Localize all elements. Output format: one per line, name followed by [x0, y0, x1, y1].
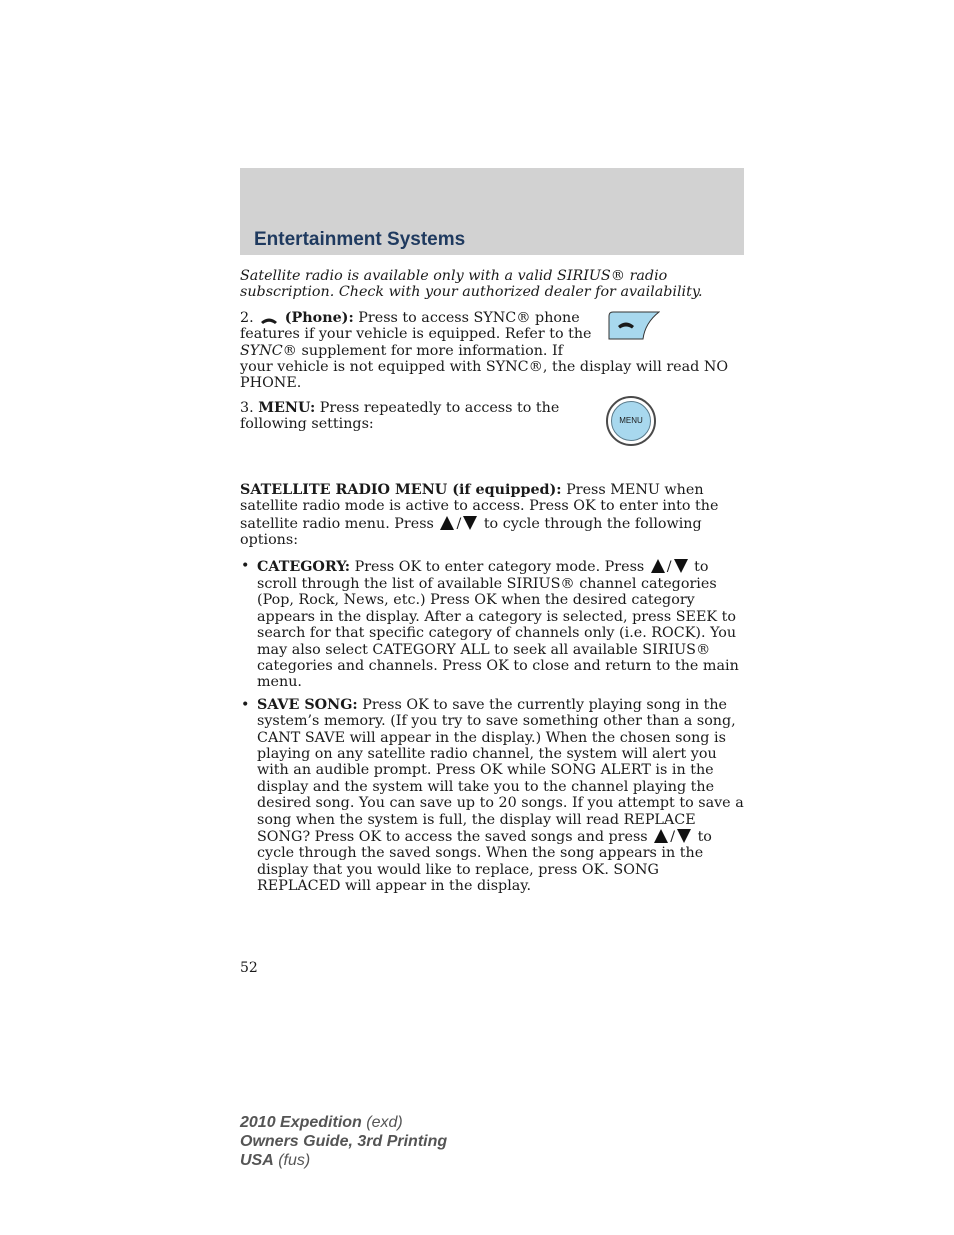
list-item-category: • CATEGORY: Press OK to enter category mode. Press / to scroll through the list of available SIRIUS® channel categories (Pop, Rock, News, etc.) Press OK when the desired category appears in the display. After a category is selected, press SEEK to search for that specific category of channels only (i.e. ROCK). You may also select CATEGORY ALL to seek all available SIRIUS® categories and channels. Press OK to close and return to the main menu. — [241, 558, 739, 691]
footer-line-guide: Owners Guide, 3rd Printing — [240, 1133, 448, 1150]
list-item-save-song: • SAVE SONG: Press OK to save the currently playing song in the system’s memory. (If you try to save something other than a song, CANT SAVE will appear in the display.) When the chosen song is playing on any satellite radio channel, the system will alert you with an audible prompt. Press OK while SONG ALERT is in the display and the system will take you to the channel playing the desired song. You can save up to 20 songs. If you attempt to save a song when the system is full, the display will read REPLACE SONG? Press OK to access the saved songs and press / to cycle through the saved songs. When the song appears in the display that you would like to replace, press OK. SONG REPLACED will appear in the display. — [241, 696, 744, 895]
phone-button-icon — [608, 311, 660, 340]
bullet-icon: • — [241, 696, 250, 713]
menu-button-icon — [606, 396, 656, 446]
menu-item-text: 3. MENU: Press repeatedly to access to the following settings: — [240, 399, 560, 433]
footer-line-model: 2010 Expedition (exd) — [240, 1114, 403, 1131]
bullet-icon: • — [241, 558, 250, 575]
satellite-menu-paragraph: SATELLITE RADIO MENU (if equipped): Press MENU when satellite radio mode is active to access. Press OK to enter into the satellite radio menu. Press / to cycle through the following options: — [240, 481, 719, 549]
phone-button-graphic — [608, 311, 660, 344]
section-header-band — [240, 168, 744, 255]
menu-button-graphic — [606, 396, 656, 446]
menu-item — [240, 400, 744, 478]
phone-item-label: (Phone): — [284, 309, 354, 326]
satellite-menu-heading: SATELLITE RADIO MENU (if equipped): — [240, 481, 562, 498]
down-arrow-icon — [673, 558, 689, 574]
phone-handset-icon — [259, 315, 279, 325]
phone-item — [240, 310, 744, 392]
document-footer — [240, 1113, 447, 1170]
satellite-options-list — [240, 558, 744, 894]
section-title: Entertainment Systems — [254, 229, 466, 250]
up-arrow-icon — [650, 558, 666, 574]
up-arrow-icon — [439, 515, 455, 531]
down-arrow-icon — [676, 828, 692, 844]
page-content — [240, 268, 744, 901]
down-arrow-icon — [462, 515, 478, 531]
phone-item-number: 2. — [240, 309, 254, 326]
footer-line-region: USA (fus) — [240, 1152, 311, 1169]
satellite-availability-note: Satellite radio is available only with a valid SIRIUS® radio subscription. Check with your authorized dealer for availability. — [240, 268, 703, 301]
page-number: 52 — [240, 960, 258, 976]
phone-item-text: 2. (Phone): Press to access SYNC® phone features if your vehicle is equipped. Refer to the SYNC® supplement for more information. If your vehicle is not equipped with SYNC®, the display will read NO PHONE. — [240, 309, 729, 392]
up-arrow-icon — [653, 828, 669, 844]
menu-button-face: MENU — [611, 401, 651, 441]
